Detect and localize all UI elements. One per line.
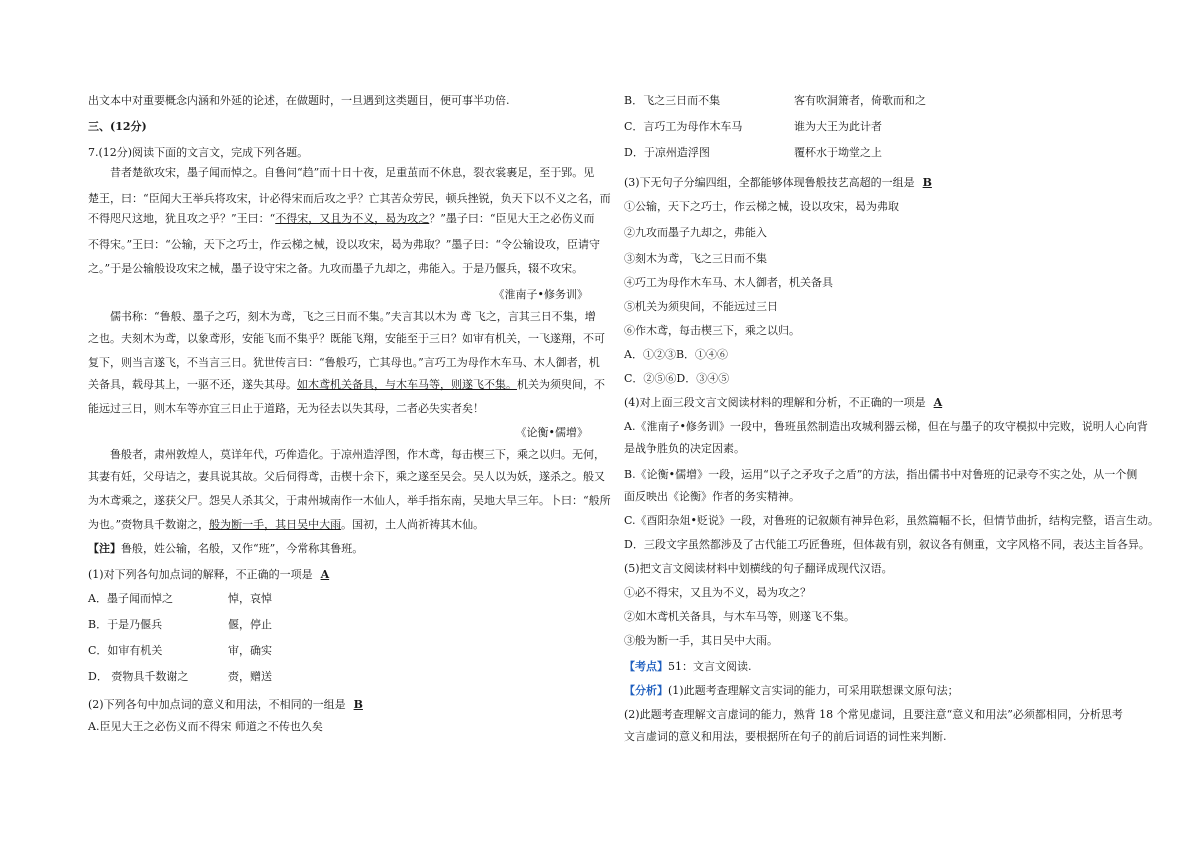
section-heading: 三、(12分) xyxy=(88,120,147,133)
question-4-stem: (4)对上面三段文言文阅读材料的理解和分析，不正确的一项是 A xyxy=(624,396,950,410)
q1-option-a: A．墨子闻而悼之 悼，哀悼 xyxy=(88,592,272,605)
q3-item: ⑤机关为须臾间，不能远过三日 xyxy=(624,300,778,313)
q3-item: ⑥作木鸢，每击楔三下，乘之以归。 xyxy=(624,324,800,337)
q5-item: ③般为断一手，其日吴中大雨。 xyxy=(624,634,778,647)
note: 【注】鲁般，姓公输，名般，又作“班”，今常称其鲁班。 xyxy=(88,542,364,555)
intro-continuation: 出文本中对重要概念内涵和外延的论述，在做题时，一旦遇到这类题目，便可事半功倍. xyxy=(88,94,510,107)
q4-line: B.《论衡•儒增》一段，运用“以子之矛攻子之盾”的方法，指出儒书中对鲁班的记录夸不实之处，从一个侧 xyxy=(624,468,1138,481)
passage-2-line: 关备具，载母其上，一驱不还，遂失其母。如木鸢机关备具，与木车马等，则遂飞不集。机关为须臾间，不 xyxy=(88,378,605,391)
q3-item: ②九攻而墨子九却之，弗能入 xyxy=(624,226,767,239)
q3-item: ③刻木为鸢，飞之三日而不集 xyxy=(624,252,767,265)
q3-item: ①公输，天下之巧士，作云梯之械，设以攻宋，曷为弗取 xyxy=(624,200,899,213)
passage-3-line: 鲁般者，肃州敦煌人，莫详年代，巧侔造化。于凉州造浮图，作木鸢，每击楔三下，乘之以归。无何， xyxy=(110,448,605,461)
q2-option-c: C．言巧工为母作木车马 谁为大王为此计者 xyxy=(624,120,882,133)
passage-2-line: 复下，则当言遂飞，不当言三日。犹世传言曰：“鲁般巧，亡其母也。”言巧工为母作木车马、木人御者，机 xyxy=(88,356,600,369)
q5-item: ②如木鸢机关备具，与木车马等，则遂飞不集。 xyxy=(624,610,855,623)
underlined-sentence: 般为断一手，其日吴中大雨 xyxy=(209,518,342,531)
q3-choices: A．①②③B．①④⑥ xyxy=(624,348,729,361)
q4-line: D．三段文字虽然都涉及了古代能工巧匠鲁班，但体裁有别，叙议各有侧重，文字风格不同，表达主旨各异。 xyxy=(624,538,1150,551)
q1-option-b: B．于是乃偃兵 偃，停止 xyxy=(88,618,272,631)
answer-q4: A xyxy=(933,396,943,409)
answer-q1: A xyxy=(320,568,330,581)
kaodian-line: 【考点】51：文言文阅读. xyxy=(624,660,752,673)
source-citation: 《论衡•儒增》 xyxy=(515,426,588,439)
passage-1-line: 不得咫尺这地，犹且攻之乎？”王曰：“不得宋，又且为不义，曷为攻之？”墨子曰：“臣见大王之必伤义而 xyxy=(88,212,595,225)
passage-2-line: 能远过三日，则木车等亦宜三日止于道路，无为径去以失其母，二者必失实者矣！ xyxy=(88,402,484,415)
passage-1-line: 不得宋。”王曰：“公输，天下之巧士，作云梯之械，设以攻宋，曷为弗取？”墨子曰：“令公输设攻，臣请守 xyxy=(88,238,600,251)
passage-3-line: 为木鸢乘之，遂获父尸。怨吴人杀其父，于肃州城南作一木仙人，举手指东南，吴地大旱三年。卜曰：“般所 xyxy=(88,494,611,507)
answer-q3: B xyxy=(922,176,932,189)
q3-choices: C．②⑤⑥D．③④⑤ xyxy=(624,372,730,385)
q2-option-d: D．于凉州造浮图 覆杯水于坳堂之上 xyxy=(624,146,882,159)
passage-2-line: 之也。夫刻木为鸢，以象鸢形，安能飞而不集乎？既能飞翔，安能至于三日？如审有机关，一飞遂翔，不可 xyxy=(88,332,605,345)
q4-line: 面反映出《论衡》作者的务实精神。 xyxy=(624,490,800,503)
q1-option-d: D． 赍物具千数谢之 赍，赠送 xyxy=(88,670,272,683)
answer-q2: B xyxy=(353,698,363,711)
source-citation: 《淮南子•修务训》 xyxy=(493,288,588,301)
q2-option-b: B．飞之三日而不集 客有吹洞箫者，倚歌而和之 xyxy=(624,94,926,107)
q4-line: A.《淮南子•修务训》一段中，鲁班虽然制造出攻城利器云梯，但在与墨子的攻守模拟中完败，说明人心向背 xyxy=(624,420,1148,433)
question-7-stem: 7.(12分)阅读下面的文言文，完成下列各题。 xyxy=(88,146,309,159)
question-3-stem: (3)下无句子分编四组，全都能够体现鲁般技艺高超的一组是 B xyxy=(624,176,940,190)
q5-item: ①必不得宋，又且为不义，曷为攻之？ xyxy=(624,586,811,599)
underlined-sentence: 如木鸢机关备具，与木车马等，则遂飞不集。 xyxy=(297,378,517,391)
fenxi-line: (2)此题考查理解文言虚词的能力，熟背 18 个常见虚词，且要注意“意义和用法”必须都相同，分析思考 xyxy=(624,708,1123,721)
q2-option-a: A.臣见大王之必伤义而不得宋 师道之不传也久矣 xyxy=(88,720,323,733)
passage-1-line: 楚王，曰：“臣闻大王举兵将攻宋，计必得宋而后攻之乎？亡其苦众劳民，顿兵挫锐，负天下以不义之名，而 xyxy=(88,192,611,205)
underlined-sentence: 不得宋，又且为不义，曷为攻之 xyxy=(275,212,430,225)
passage-3-line: 其妻有妊，父母诘之，妻具说其故。父后伺得鸢，击楔十余下，乘之遂至吴会。吴人以为妖，遂杀之。般又 xyxy=(88,470,605,483)
passage-1-line: 之。”于是公输般设攻宋之械，墨子设守宋之备。九攻而墨子九却之，弗能入。于是乃偃兵，辍不攻宋。 xyxy=(88,262,584,275)
question-2-stem: (2)下列各句中加点词的意义和用法，不相同的一组是 B xyxy=(88,698,371,712)
passage-2-line: 儒书称：“鲁般、墨子之巧，刻木为鸢，飞之三日而不集。”夫言其以木为 鸢 飞之，言其三日不集，增 xyxy=(110,310,596,323)
q3-item: ④巧工为母作木车马、木人御者，机关备具 xyxy=(624,276,833,289)
q4-line: C.《酉阳杂俎•贬说》一段，对鲁班的记叙颇有神异色彩，虽然篇幅不长，但情节曲折，结构完整，语言生动。 xyxy=(624,514,1160,527)
question-1-stem: (1)对下列各句加点词的解释，不正确的一项是 A xyxy=(88,568,337,582)
question-5-stem: (5)把文言文阅读材料中划横线的句子翻译成现代汉语。 xyxy=(624,562,893,575)
q4-line: 是战争胜负的决定因素。 xyxy=(624,442,745,455)
q1-option-c: C．如审有机关 审，确实 xyxy=(88,644,272,657)
fenxi-line: 【分析】(1)此题考查理解文言实词的能力，可采用联想课文原句法； xyxy=(624,684,959,697)
passage-1-line: 昔者楚欲攻宋，墨子闻而悼之。自鲁问“趋”而十日十夜，足重茧而不休息，裂衣裳裹足，至于郢。见 xyxy=(110,166,595,179)
fenxi-line: 文言虚词的意义和用法，要根据所在句子的前后词语的词性来判断. xyxy=(624,730,947,743)
passage-3-line: 为也。”赍物具千数谢之，般为断一手，其日吴中大雨。国初，土人尚祈祷其木仙。 xyxy=(88,518,485,531)
